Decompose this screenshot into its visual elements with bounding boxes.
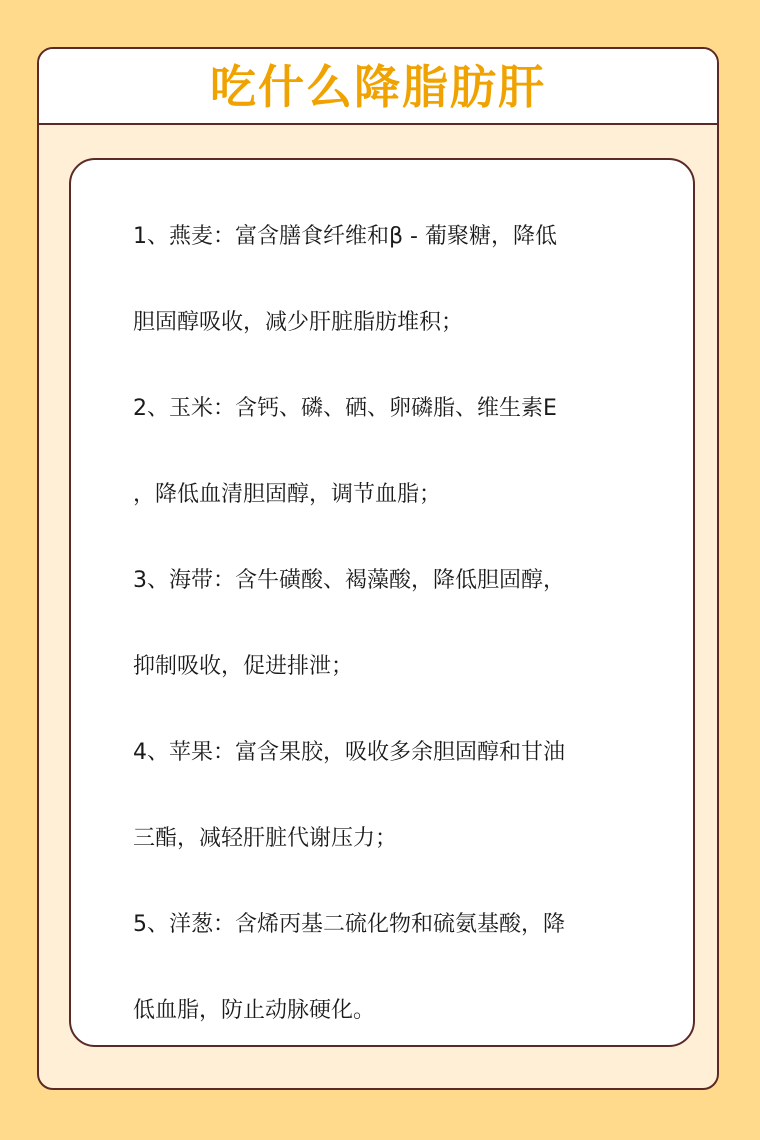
content-panel [69,158,695,1047]
text-line: ，降低血清胆固醇，调节血脂； [133,482,442,507]
text-line: 5、洋葱：含烯丙基二硫化物和硫氨基酸，降 [133,912,565,937]
info-card [37,47,719,1090]
text-line: 4、苹果：富含果胶，吸收多余胆固醇和甘油 [133,740,565,765]
text-line: 1、燕麦：富含膳食纤维和β - 葡聚糖，降低 [133,224,557,249]
text-line: 三酯，减轻肝脏代谢压力； [133,826,398,851]
text-line: 3、海带：含牛磺酸、褐藻酸，降低胆固醇， [133,568,565,593]
text-line: 2、玉米：含钙、磷、硒、卵磷脂、维生素E [133,396,557,421]
title-bar [39,49,717,125]
text-line: 胆固醇吸收，减少肝脏脂肪堆积； [133,310,464,335]
text-line: 低血脂，防止动脉硬化。 [133,998,376,1023]
text-line: 抑制吸收，促进排泄； [133,654,354,679]
page-title: 吃什么降脂肪肝 [210,60,546,114]
food-list [133,194,663,1054]
